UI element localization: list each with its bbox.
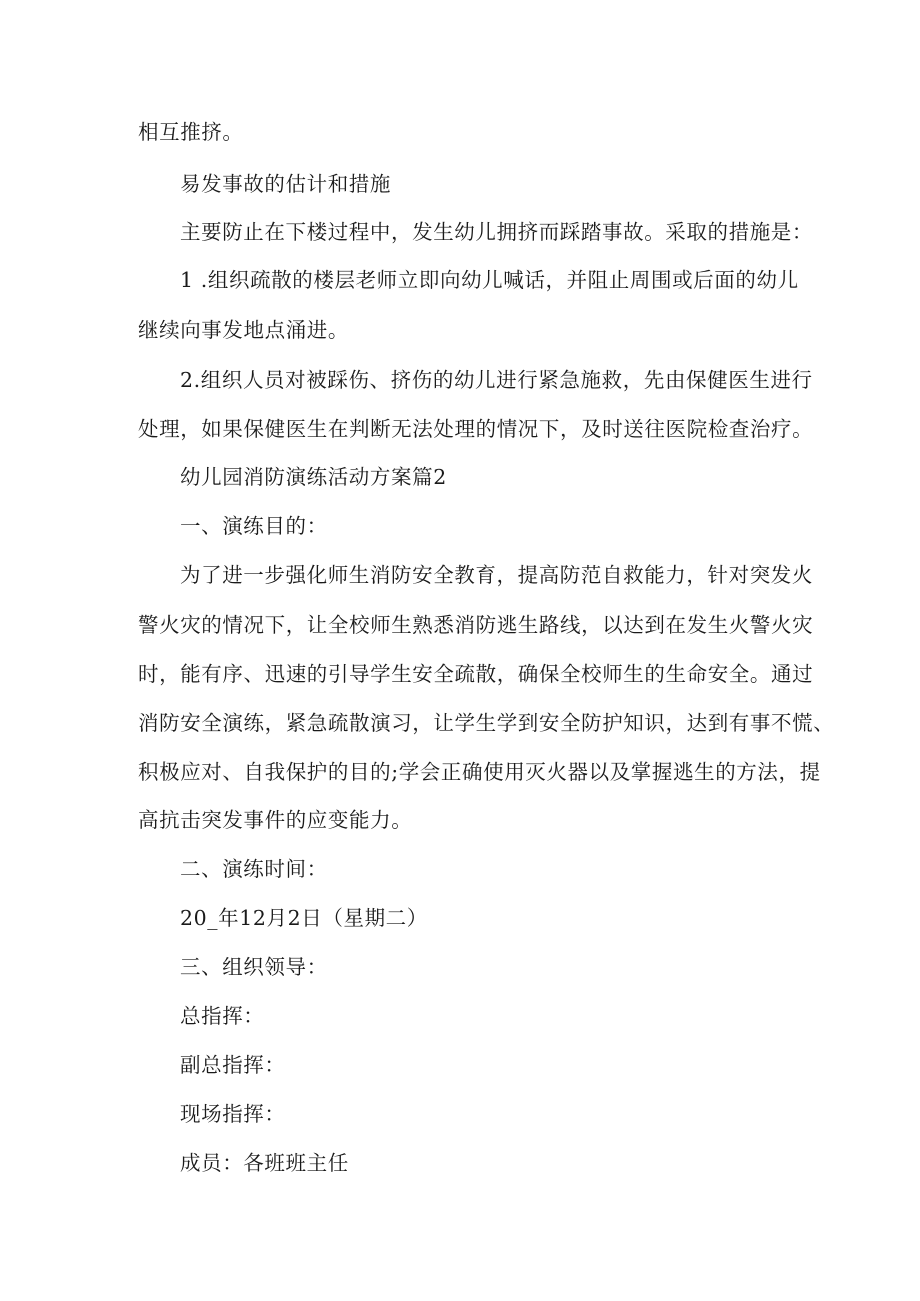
text-line: 主要防止在下楼过程中，发生幼儿拥挤而踩踏事故。采取的措施是： xyxy=(180,220,813,244)
text-line: 成员：各班班主任 xyxy=(180,1151,349,1175)
text-line: 1 .组织疏散的楼层老师立即向幼儿喊话，并阻止周围或后面的幼儿 xyxy=(180,268,799,292)
text-line: 总指挥： xyxy=(180,1004,265,1028)
text-line: 20_年12月2日（星期二） xyxy=(180,906,428,930)
text-line: 积极应对、自我保护的目的;学会正确使用灭火器以及掌握逃生的方法，提 xyxy=(138,760,821,784)
section-heading: 二、演练时间： xyxy=(180,857,328,881)
text-line: 相互推挤。 xyxy=(138,120,244,144)
text-line: 处理，如果保健医生在判断无法处理的情况下，及时送往医院检查治疗。 xyxy=(138,417,814,441)
text-line: 副总指挥： xyxy=(180,1053,286,1077)
text-line: 高抗击突发事件的应变能力。 xyxy=(138,808,413,832)
text-line: 继续向事发地点涌进。 xyxy=(138,318,349,342)
text-line: 为了进一步强化师生消防安全教育，提高防范自救能力，针对突发火 xyxy=(180,563,813,587)
text-line: 易发事故的估计和措施 xyxy=(180,172,391,196)
text-line: 2.组织人员对被踩伤、挤伤的幼儿进行紧急施救，先由保健医生进行 xyxy=(180,368,813,392)
section-heading: 一、演练目的： xyxy=(180,514,328,538)
text-line: 时，能有序、迅速的引导学生安全疏散，确保全校师生的生命安全。通过 xyxy=(138,662,814,686)
section-heading: 三、组织领导： xyxy=(180,955,328,979)
text-line: 消防安全演练，紧急疏散演习，让学生学到安全防护知识，达到有事不慌、 xyxy=(138,711,835,735)
section-heading: 幼儿园消防演练活动方案篇2 xyxy=(180,465,447,489)
text-line: 现场指挥： xyxy=(180,1102,286,1126)
text-line: 警火灾的情况下，让全校师生熟悉消防逃生路线，以达到在发生火警火灾 xyxy=(138,613,814,637)
